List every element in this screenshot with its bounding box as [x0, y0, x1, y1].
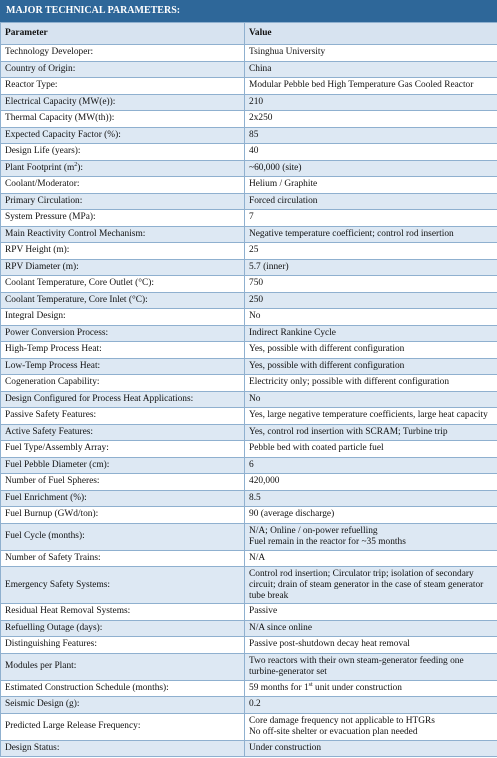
value-text: 6 [249, 459, 254, 470]
parameter-cell [1, 309, 245, 326]
value-text: Under construction [249, 742, 322, 753]
table-row [1, 567, 497, 604]
parameter-cell [1, 375, 245, 392]
parameter-cell [1, 127, 245, 144]
table-row [1, 441, 497, 458]
value-text: No [249, 311, 261, 322]
value-text: Helium / Graphite [249, 179, 318, 190]
parameter-cell [1, 276, 245, 293]
parameter-cell [1, 144, 245, 161]
parameter-cell [1, 243, 245, 260]
parameter-cell [1, 259, 245, 276]
value-text: Tsinghua University [249, 47, 326, 58]
parameter-cell [1, 358, 245, 375]
parameter-cell [1, 78, 245, 95]
value-text: 59 months for 1 [249, 682, 309, 693]
table-row [1, 325, 497, 342]
table-header-row [1, 23, 497, 45]
value-text: Passive post-shutdown decay heat removal [249, 639, 410, 650]
value-text: 8.5 [249, 492, 261, 503]
value-text-suffix: unit under construction [312, 682, 402, 693]
parameter-text: Coolant Temperature, Core Outlet (°C): [5, 278, 154, 289]
table-row [1, 160, 497, 177]
parameter-text: RPV Diameter (m): [5, 261, 79, 272]
value-text: Forced circulation [249, 195, 318, 206]
parameter-text: Design Life (years): [5, 146, 81, 157]
value-cell [245, 193, 497, 210]
value-cell [245, 408, 497, 425]
value-cell [245, 740, 497, 757]
parameter-cell [1, 210, 245, 227]
parameter-cell [1, 523, 245, 550]
value-superscript: st [308, 681, 313, 688]
value-text: Modular Pebble bed High Temperature Gas Cooled Reactor [249, 80, 474, 91]
value-text: Yes, possible with different configuration [249, 360, 405, 371]
parameter-text: Thermal Capacity (MW(th)): [5, 113, 115, 124]
parameter-cell [1, 94, 245, 111]
parameter-text: System Pressure (MPa): [5, 212, 96, 223]
value-text: 5.7 (inner) [249, 261, 289, 272]
table-row [1, 111, 497, 128]
value-cell [245, 210, 497, 227]
parameter-text: Power Conversion Process: [5, 327, 109, 338]
value-text: No off-site shelter or evacuation plan needed [249, 726, 418, 737]
table-row [1, 523, 497, 550]
value-cell [245, 177, 497, 194]
parameter-cell [1, 391, 245, 408]
value-text: 40 [249, 146, 259, 157]
value-cell [245, 567, 497, 604]
parameter-cell [1, 424, 245, 441]
value-cell [245, 144, 497, 161]
value-text: Fuel remain in the reactor for ~35 months [249, 536, 406, 547]
section-title: MAJOR TECHNICAL PARAMETERS: [0, 0, 497, 22]
value-text: 85 [249, 129, 259, 140]
value-text: N/A [249, 552, 266, 563]
parameter-text: Active Safety Features: [5, 426, 93, 437]
parameter-cell [1, 226, 245, 243]
value-cell [245, 259, 497, 276]
parameter-text: Plant Footprint (m [5, 162, 75, 173]
value-cell [245, 127, 497, 144]
table-row [1, 243, 497, 260]
parameter-text: Fuel Cycle (months): [5, 531, 85, 541]
value-cell [245, 358, 497, 375]
parameter-text: Fuel Pebble Diameter (cm): [5, 459, 110, 470]
value-text: 210 [249, 96, 264, 107]
value-text: N/A; Online / on-power refuelling [249, 525, 378, 536]
parameter-text: RPV Height (m): [5, 245, 70, 256]
value-cell [245, 653, 497, 680]
value-text: China [249, 63, 272, 74]
parameter-cell [1, 292, 245, 309]
table-row [1, 550, 497, 567]
value-text: 90 (average discharge) [249, 509, 335, 520]
table-row [1, 408, 497, 425]
value-cell [245, 309, 497, 326]
parameter-text-suffix: ): [77, 162, 84, 173]
header-value: Value [245, 23, 497, 45]
table-row [1, 375, 497, 392]
value-cell [245, 474, 497, 491]
value-cell [245, 637, 497, 654]
value-cell [245, 243, 497, 260]
value-cell [245, 620, 497, 637]
parameter-text: Fuel Type/Assembly Array: [5, 443, 109, 454]
table-row [1, 620, 497, 637]
parameter-cell [1, 507, 245, 524]
parameter-text: Expected Capacity Factor (%): [5, 129, 121, 140]
value-cell [245, 342, 497, 359]
value-cell [245, 523, 497, 550]
value-text: 0.2 [249, 699, 261, 710]
parameter-text: Low-Temp Process Heat: [5, 360, 101, 371]
parameter-cell [1, 713, 245, 740]
parameter-cell [1, 457, 245, 474]
table-row [1, 604, 497, 621]
parameter-cell [1, 740, 245, 757]
value-cell [245, 276, 497, 293]
parameter-cell [1, 325, 245, 342]
value-cell [245, 94, 497, 111]
value-text: Core damage frequency not applicable to HTGRs [249, 715, 435, 726]
table-row [1, 653, 497, 680]
parameter-text: Fuel Enrichment (%): [5, 492, 87, 503]
parameter-cell [1, 637, 245, 654]
parameter-text: Design Status: [5, 742, 60, 753]
value-cell [245, 424, 497, 441]
value-text: 7 [249, 212, 254, 223]
parameter-text: Refuelling Outage (days): [5, 622, 103, 633]
parameters-table [0, 22, 497, 757]
value-cell [245, 111, 497, 128]
parameter-text: Number of Safety Trains: [5, 552, 101, 563]
value-cell [245, 490, 497, 507]
value-text: turbine-generator set [249, 666, 327, 677]
value-text: Indirect Rankine Cycle [249, 327, 336, 338]
value-text: 25 [249, 245, 259, 256]
table-row [1, 680, 497, 697]
value-text: Two reactors with their own steam-generator feeding one [249, 655, 464, 666]
table-row [1, 697, 497, 714]
table-row [1, 342, 497, 359]
parameter-cell [1, 567, 245, 604]
parameter-cell [1, 550, 245, 567]
table-row [1, 127, 497, 144]
parameter-text: Seismic Design (g): [5, 699, 80, 710]
parameter-superscript: 2 [74, 161, 78, 168]
header-parameter: Parameter [1, 23, 245, 45]
parameter-text: Residual Heat Removal Systems: [5, 606, 131, 617]
table-row [1, 490, 497, 507]
value-text: ~60,000 (site) [249, 162, 302, 173]
value-text: 420,000 [249, 476, 280, 487]
parameter-text: Coolant/Moderator: [5, 179, 80, 190]
value-cell [245, 226, 497, 243]
value-text: Pebble bed with coated particle fuel [249, 443, 384, 454]
table-row [1, 144, 497, 161]
parameter-text: Emergency Safety Systems: [5, 579, 111, 590]
parameter-cell [1, 342, 245, 359]
parameter-cell [1, 441, 245, 458]
value-cell [245, 441, 497, 458]
value-cell [245, 507, 497, 524]
parameter-text: Cogeneration Capability: [5, 377, 100, 388]
table-row [1, 292, 497, 309]
parameter-text: Reactor Type: [5, 80, 58, 91]
value-text: 250 [249, 294, 264, 305]
value-cell [245, 292, 497, 309]
table-row [1, 78, 497, 95]
value-cell [245, 375, 497, 392]
parameter-cell [1, 680, 245, 697]
parameter-cell [1, 697, 245, 714]
parameter-cell [1, 620, 245, 637]
table-row [1, 474, 497, 491]
parameter-text: Predicted Large Release Frequency: [5, 721, 141, 731]
table-row [1, 358, 497, 375]
table-row [1, 226, 497, 243]
parameter-cell [1, 408, 245, 425]
value-text: Yes, possible with different configuration [249, 344, 405, 355]
parameter-text: Primary Circulation: [5, 195, 83, 206]
parameter-text: High-Temp Process Heat: [5, 344, 102, 355]
value-cell [245, 160, 497, 177]
value-cell [245, 61, 497, 78]
parameter-cell [1, 653, 245, 680]
table-row [1, 61, 497, 78]
table-row [1, 45, 497, 62]
value-text: tube break [249, 590, 289, 601]
parameter-text: Passive Safety Features: [5, 410, 97, 421]
parameter-cell [1, 474, 245, 491]
value-text: 750 [249, 278, 264, 289]
value-text: Yes, control rod insertion with SCRAM; Turbine trip [249, 426, 448, 437]
value-cell [245, 680, 497, 697]
parameter-text: Distinguishing Features: [5, 639, 97, 650]
value-text: N/A since online [249, 622, 313, 633]
table-row [1, 210, 497, 227]
parameter-cell [1, 193, 245, 210]
parameter-cell [1, 111, 245, 128]
value-text: Negative temperature coefficient; control rod insertion [249, 228, 454, 239]
table-row [1, 177, 497, 194]
table-row [1, 94, 497, 111]
value-cell [245, 713, 497, 740]
value-text: 2x250 [249, 113, 273, 124]
value-text: Control rod insertion; Circulator trip; isolation of secondary [249, 568, 474, 579]
parameter-text: Country of Origin: [5, 63, 76, 74]
value-cell [245, 457, 497, 474]
parameter-cell [1, 604, 245, 621]
parameter-text: Coolant Temperature, Core Inlet (°C): [5, 294, 148, 305]
table-row [1, 637, 497, 654]
value-cell [245, 391, 497, 408]
table-row [1, 276, 497, 293]
parameter-text: Estimated Construction Schedule (months): [5, 682, 169, 693]
table-row [1, 424, 497, 441]
value-cell [245, 550, 497, 567]
parameter-cell [1, 490, 245, 507]
value-cell [245, 45, 497, 62]
table-row [1, 740, 497, 757]
parameter-text: Fuel Burnup (GWd/ton): [5, 509, 99, 520]
value-cell [245, 78, 497, 95]
parameter-cell [1, 45, 245, 62]
value-cell [245, 325, 497, 342]
value-text: Electricity only; possible with different configuration [249, 377, 450, 388]
parameter-text: Electrical Capacity (MW(e)): [5, 96, 116, 107]
value-cell [245, 604, 497, 621]
table-row [1, 193, 497, 210]
parameter-text: Integral Design: [5, 311, 66, 322]
table-row [1, 309, 497, 326]
parameter-cell [1, 177, 245, 194]
parameter-text: Main Reactivity Control Mechanism: [5, 228, 146, 239]
value-text: No [249, 393, 261, 404]
value-text: circuit; drain of steam generator in the case of steam generator [249, 579, 484, 590]
parameter-cell [1, 61, 245, 78]
value-text: Passive [249, 606, 278, 617]
value-cell [245, 697, 497, 714]
table-row [1, 457, 497, 474]
table-row [1, 713, 497, 740]
table-row [1, 391, 497, 408]
parameter-text: Modules per Plant: [5, 661, 77, 671]
parameter-text: Design Configured for Process Heat Applications: [5, 393, 194, 404]
value-text: Yes, large negative temperature coefficients, large heat capacity [249, 410, 488, 421]
parameter-cell [1, 160, 245, 177]
parameter-text: Technology Developer: [5, 47, 94, 58]
parameter-text: Number of Fuel Spheres: [5, 476, 100, 487]
table-row [1, 507, 497, 524]
table-row [1, 259, 497, 276]
